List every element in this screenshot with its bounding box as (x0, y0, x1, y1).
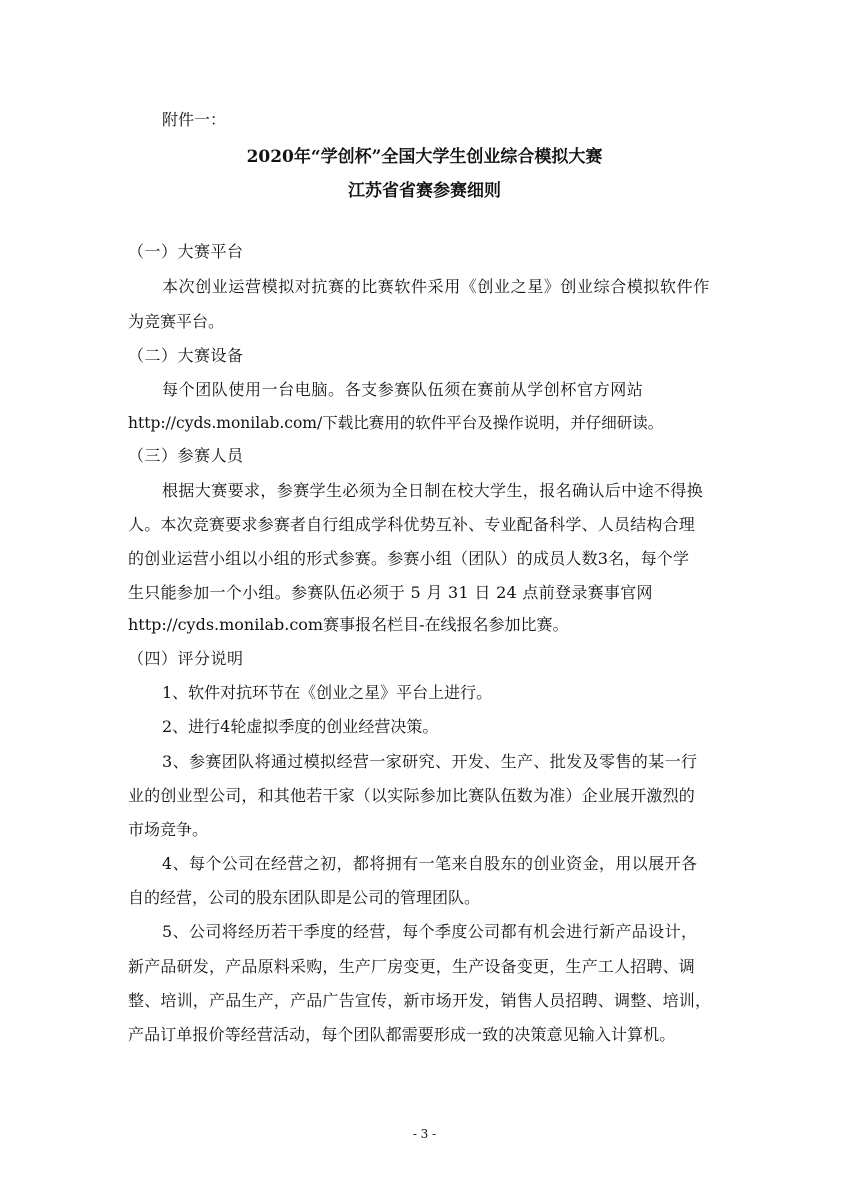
page-number: - 3 - (412, 1127, 437, 1141)
list-item: 5、公司将经历若干季度的经营，每个季度公司都有机会进行新产品设计， (162, 922, 698, 941)
paragraph-line: 产品订单报价等经营活动，每个团队都需要形成一致的决策意见输入计算机。 (128, 1025, 676, 1044)
attachment-label: 附件一： (162, 110, 227, 129)
list-item: 4、每个公司在经营之初，都将拥有一笔来自股东的创业资金，用以展开各 (162, 854, 698, 873)
document-title-line2: 江苏省省赛参赛细则 (348, 181, 501, 201)
paragraph-line: 的创业运营小组以小组的形式参赛。参赛小组（团队）的成员人数3名，每个学 (128, 549, 690, 568)
section-heading-platform: （一）大赛平台 (128, 242, 244, 261)
list-item: 2、进行4轮虚拟季度的创业经营决策。 (162, 717, 439, 736)
paragraph-line: 整、培训，产品生产，产品广告宣传，新市场开发，销售人员招聘、调整、培训， (128, 991, 712, 1010)
list-item: 3、参赛团队将通过模拟经营一家研究、开发、生产、批发及零售的某一行 (162, 752, 698, 771)
paragraph-line: 根据大赛要求，参赛学生必须为全日制在校大学生，报名确认后中途不得换 (162, 481, 704, 500)
paragraph-line: 生只能参加一个小组。参赛队伍必须于 5 月 31 日 24 点前登录赛事官网 (128, 583, 653, 602)
paragraph-line: 新产品研发，产品原料采购，生产厂房变更，生产设备变更，生产工人招聘、调 (128, 957, 696, 976)
paragraph-line-url: http://cyds.monilab.com赛事报名栏目-在线报名参加比赛。 (128, 615, 569, 634)
paragraph-line: 市场竞争。 (128, 820, 209, 839)
section-heading-scoring: （四）评分说明 (128, 649, 244, 668)
paragraph-line: 人。本次竞赛要求参赛者自行组成学科优势互补、专业配备科学、人员结构合理 (128, 515, 696, 534)
paragraph-line: 本次创业运营模拟对抗赛的比赛软件采用《创业之星》创业综合模拟软件作 (162, 277, 710, 296)
section-heading-participants: （三）参赛人员 (128, 446, 244, 465)
paragraph-line: 为竞赛平台。 (128, 312, 225, 331)
document-title-line1: 2020年“学创杯”全国大学生创业综合模拟大赛 (246, 147, 603, 167)
paragraph-line-url: http://cyds.monilab.com/下载比赛用的软件平台及操作说明，并仔细研读。 (128, 414, 664, 432)
paragraph-line: 业的创业型公司，和其他若干家（以实际参加比赛队伍数为准）企业展开激烈的 (128, 786, 696, 805)
paragraph-line: 自的经营，公司的股东团队即是公司的管理团队。 (128, 888, 481, 907)
list-item: 1、软件对抗环节在《创业之星》平台上进行。 (162, 683, 493, 702)
section-heading-equipment: （二）大赛设备 (128, 346, 244, 365)
paragraph-line: 每个团队使用一台电脑。各支参赛队伍须在赛前从学创杯官方网站 (162, 380, 644, 399)
